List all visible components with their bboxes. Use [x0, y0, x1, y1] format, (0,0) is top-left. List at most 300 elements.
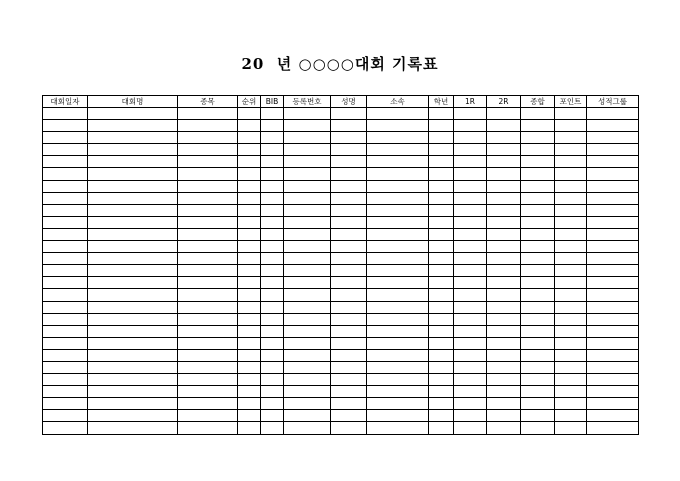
table-cell[interactable] [238, 289, 261, 301]
table-cell[interactable] [88, 374, 178, 386]
table-cell[interactable] [261, 120, 284, 132]
table-cell[interactable] [261, 386, 284, 398]
table-cell[interactable] [587, 168, 639, 180]
table-cell[interactable] [88, 398, 178, 410]
table-cell[interactable] [331, 168, 367, 180]
table-cell[interactable] [454, 289, 487, 301]
table-cell[interactable] [88, 192, 178, 204]
table-cell[interactable] [43, 361, 88, 373]
table-cell[interactable] [487, 156, 521, 168]
table-cell[interactable] [261, 132, 284, 144]
table-cell[interactable] [284, 168, 331, 180]
table-cell[interactable] [521, 422, 555, 434]
table-cell[interactable] [88, 301, 178, 313]
table-cell[interactable] [367, 422, 429, 434]
table-cell[interactable] [429, 374, 454, 386]
table-cell[interactable] [521, 253, 555, 265]
table-cell[interactable] [261, 422, 284, 434]
table-cell[interactable] [454, 313, 487, 325]
table-cell[interactable] [521, 120, 555, 132]
table-cell[interactable] [367, 325, 429, 337]
table-cell[interactable] [178, 337, 238, 349]
table-cell[interactable] [331, 132, 367, 144]
table-cell[interactable] [587, 349, 639, 361]
table-cell[interactable] [521, 374, 555, 386]
table-cell[interactable] [178, 132, 238, 144]
table-cell[interactable] [88, 204, 178, 216]
table-cell[interactable] [261, 374, 284, 386]
table-cell[interactable] [521, 108, 555, 120]
table-cell[interactable] [238, 410, 261, 422]
table-cell[interactable] [43, 374, 88, 386]
table-cell[interactable] [367, 253, 429, 265]
table-cell[interactable] [487, 398, 521, 410]
table-cell[interactable] [238, 168, 261, 180]
table-cell[interactable] [284, 386, 331, 398]
table-cell[interactable] [587, 422, 639, 434]
table-cell[interactable] [43, 144, 88, 156]
table-cell[interactable] [521, 277, 555, 289]
table-cell[interactable] [521, 301, 555, 313]
table-cell[interactable] [487, 289, 521, 301]
table-cell[interactable] [43, 301, 88, 313]
table-cell[interactable] [454, 325, 487, 337]
table-cell[interactable] [284, 337, 331, 349]
table-cell[interactable] [284, 289, 331, 301]
table-cell[interactable] [178, 265, 238, 277]
table-cell[interactable] [487, 228, 521, 240]
table-cell[interactable] [261, 241, 284, 253]
table-cell[interactable] [429, 241, 454, 253]
table-cell[interactable] [284, 398, 331, 410]
table-cell[interactable] [284, 265, 331, 277]
table-cell[interactable] [454, 120, 487, 132]
table-cell[interactable] [429, 313, 454, 325]
table-cell[interactable] [487, 216, 521, 228]
table-cell[interactable] [521, 228, 555, 240]
table-cell[interactable] [521, 132, 555, 144]
table-cell[interactable] [331, 192, 367, 204]
table-cell[interactable] [454, 374, 487, 386]
table-cell[interactable] [367, 132, 429, 144]
table-cell[interactable] [487, 180, 521, 192]
table-cell[interactable] [487, 265, 521, 277]
table-cell[interactable] [178, 144, 238, 156]
table-cell[interactable] [367, 168, 429, 180]
table-cell[interactable] [88, 168, 178, 180]
table-cell[interactable] [454, 361, 487, 373]
table-cell[interactable] [454, 253, 487, 265]
table-cell[interactable] [454, 144, 487, 156]
table-cell[interactable] [555, 289, 587, 301]
table-cell[interactable] [521, 337, 555, 349]
table-cell[interactable] [487, 386, 521, 398]
table-cell[interactable] [487, 361, 521, 373]
table-cell[interactable] [429, 156, 454, 168]
table-cell[interactable] [555, 120, 587, 132]
table-cell[interactable] [238, 349, 261, 361]
table-cell[interactable] [367, 361, 429, 373]
table-cell[interactable] [331, 374, 367, 386]
table-cell[interactable] [178, 386, 238, 398]
table-cell[interactable] [587, 361, 639, 373]
table-cell[interactable] [331, 398, 367, 410]
table-cell[interactable] [587, 144, 639, 156]
table-cell[interactable] [555, 204, 587, 216]
table-cell[interactable] [284, 180, 331, 192]
table-cell[interactable] [587, 120, 639, 132]
table-cell[interactable] [487, 374, 521, 386]
table-cell[interactable] [331, 180, 367, 192]
table-cell[interactable] [178, 422, 238, 434]
table-cell[interactable] [284, 144, 331, 156]
table-cell[interactable] [261, 398, 284, 410]
table-cell[interactable] [521, 289, 555, 301]
table-cell[interactable] [178, 325, 238, 337]
table-cell[interactable] [88, 313, 178, 325]
table-cell[interactable] [331, 265, 367, 277]
table-cell[interactable] [555, 132, 587, 144]
table-cell[interactable] [487, 301, 521, 313]
table-cell[interactable] [587, 313, 639, 325]
table-cell[interactable] [555, 180, 587, 192]
table-cell[interactable] [331, 144, 367, 156]
table-cell[interactable] [367, 144, 429, 156]
table-cell[interactable] [487, 337, 521, 349]
table-cell[interactable] [284, 156, 331, 168]
table-cell[interactable] [587, 386, 639, 398]
table-cell[interactable] [521, 325, 555, 337]
table-cell[interactable] [284, 422, 331, 434]
table-cell[interactable] [261, 277, 284, 289]
table-cell[interactable] [587, 156, 639, 168]
table-cell[interactable] [555, 144, 587, 156]
table-cell[interactable] [43, 132, 88, 144]
table-cell[interactable] [429, 204, 454, 216]
table-cell[interactable] [521, 156, 555, 168]
table-cell[interactable] [43, 422, 88, 434]
table-cell[interactable] [261, 192, 284, 204]
table-cell[interactable] [487, 325, 521, 337]
table-cell[interactable] [331, 386, 367, 398]
table-cell[interactable] [367, 180, 429, 192]
table-cell[interactable] [429, 180, 454, 192]
table-cell[interactable] [88, 361, 178, 373]
table-cell[interactable] [367, 241, 429, 253]
table-cell[interactable] [487, 313, 521, 325]
table-cell[interactable] [367, 228, 429, 240]
table-cell[interactable] [43, 120, 88, 132]
table-cell[interactable] [555, 313, 587, 325]
table-cell[interactable] [487, 204, 521, 216]
table-cell[interactable] [178, 120, 238, 132]
table-cell[interactable] [555, 398, 587, 410]
table-cell[interactable] [238, 422, 261, 434]
table-cell[interactable] [331, 156, 367, 168]
table-cell[interactable] [88, 156, 178, 168]
table-cell[interactable] [487, 132, 521, 144]
table-cell[interactable] [487, 253, 521, 265]
table-cell[interactable] [238, 325, 261, 337]
table-cell[interactable] [367, 108, 429, 120]
table-cell[interactable] [238, 132, 261, 144]
table-cell[interactable] [43, 204, 88, 216]
table-cell[interactable] [487, 241, 521, 253]
table-cell[interactable] [331, 313, 367, 325]
table-cell[interactable] [88, 228, 178, 240]
table-cell[interactable] [284, 228, 331, 240]
table-cell[interactable] [88, 265, 178, 277]
table-cell[interactable] [238, 144, 261, 156]
table-cell[interactable] [331, 349, 367, 361]
table-cell[interactable] [88, 108, 178, 120]
table-cell[interactable] [587, 398, 639, 410]
table-cell[interactable] [367, 289, 429, 301]
table-cell[interactable] [429, 132, 454, 144]
table-cell[interactable] [238, 228, 261, 240]
table-cell[interactable] [238, 241, 261, 253]
table-cell[interactable] [521, 361, 555, 373]
table-cell[interactable] [555, 361, 587, 373]
table-cell[interactable] [284, 277, 331, 289]
table-cell[interactable] [261, 410, 284, 422]
table-cell[interactable] [178, 253, 238, 265]
table-cell[interactable] [555, 156, 587, 168]
table-cell[interactable] [331, 301, 367, 313]
table-cell[interactable] [555, 241, 587, 253]
table-cell[interactable] [43, 277, 88, 289]
table-cell[interactable] [284, 349, 331, 361]
table-cell[interactable] [429, 144, 454, 156]
table-cell[interactable] [454, 265, 487, 277]
table-cell[interactable] [521, 410, 555, 422]
table-cell[interactable] [487, 422, 521, 434]
table-cell[interactable] [367, 410, 429, 422]
table-cell[interactable] [261, 144, 284, 156]
table-cell[interactable] [88, 386, 178, 398]
table-cell[interactable] [331, 216, 367, 228]
table-cell[interactable] [88, 422, 178, 434]
table-cell[interactable] [43, 265, 88, 277]
table-cell[interactable] [178, 180, 238, 192]
table-cell[interactable] [367, 374, 429, 386]
table-cell[interactable] [587, 337, 639, 349]
table-cell[interactable] [587, 289, 639, 301]
table-cell[interactable] [284, 204, 331, 216]
table-cell[interactable] [284, 192, 331, 204]
table-cell[interactable] [587, 228, 639, 240]
table-cell[interactable] [43, 180, 88, 192]
table-cell[interactable] [521, 180, 555, 192]
table-cell[interactable] [429, 349, 454, 361]
table-cell[interactable] [587, 180, 639, 192]
table-cell[interactable] [521, 216, 555, 228]
table-cell[interactable] [521, 398, 555, 410]
table-cell[interactable] [284, 216, 331, 228]
table-cell[interactable] [555, 277, 587, 289]
table-cell[interactable] [238, 204, 261, 216]
table-cell[interactable] [487, 349, 521, 361]
table-cell[interactable] [429, 277, 454, 289]
table-cell[interactable] [238, 192, 261, 204]
table-cell[interactable] [284, 325, 331, 337]
table-cell[interactable] [238, 301, 261, 313]
table-cell[interactable] [178, 313, 238, 325]
table-cell[interactable] [587, 216, 639, 228]
table-cell[interactable] [429, 410, 454, 422]
table-cell[interactable] [555, 108, 587, 120]
table-cell[interactable] [261, 216, 284, 228]
table-cell[interactable] [454, 204, 487, 216]
table-cell[interactable] [555, 192, 587, 204]
table-cell[interactable] [43, 410, 88, 422]
table-cell[interactable] [454, 349, 487, 361]
table-cell[interactable] [429, 337, 454, 349]
table-cell[interactable] [178, 410, 238, 422]
table-cell[interactable] [331, 361, 367, 373]
table-cell[interactable] [88, 144, 178, 156]
table-cell[interactable] [487, 120, 521, 132]
table-cell[interactable] [429, 265, 454, 277]
table-cell[interactable] [555, 228, 587, 240]
table-cell[interactable] [454, 108, 487, 120]
table-cell[interactable] [555, 301, 587, 313]
table-cell[interactable] [367, 349, 429, 361]
table-cell[interactable] [178, 156, 238, 168]
table-cell[interactable] [43, 386, 88, 398]
table-cell[interactable] [454, 180, 487, 192]
table-cell[interactable] [521, 204, 555, 216]
table-cell[interactable] [454, 398, 487, 410]
table-cell[interactable] [454, 132, 487, 144]
table-cell[interactable] [367, 337, 429, 349]
table-cell[interactable] [238, 277, 261, 289]
table-cell[interactable] [587, 265, 639, 277]
table-cell[interactable] [331, 204, 367, 216]
table-cell[interactable] [43, 349, 88, 361]
table-cell[interactable] [454, 241, 487, 253]
table-cell[interactable] [238, 398, 261, 410]
table-cell[interactable] [261, 349, 284, 361]
table-cell[interactable] [284, 374, 331, 386]
table-cell[interactable] [238, 265, 261, 277]
table-cell[interactable] [178, 301, 238, 313]
table-cell[interactable] [367, 398, 429, 410]
table-cell[interactable] [587, 108, 639, 120]
table-cell[interactable] [454, 277, 487, 289]
table-cell[interactable] [331, 410, 367, 422]
table-cell[interactable] [284, 108, 331, 120]
table-cell[interactable] [521, 313, 555, 325]
table-cell[interactable] [587, 204, 639, 216]
table-cell[interactable] [88, 253, 178, 265]
table-cell[interactable] [521, 349, 555, 361]
table-cell[interactable] [261, 313, 284, 325]
table-cell[interactable] [178, 398, 238, 410]
table-cell[interactable] [555, 422, 587, 434]
table-cell[interactable] [454, 386, 487, 398]
table-cell[interactable] [454, 156, 487, 168]
table-cell[interactable] [284, 241, 331, 253]
table-cell[interactable] [587, 132, 639, 144]
table-cell[interactable] [261, 337, 284, 349]
table-cell[interactable] [178, 228, 238, 240]
table-cell[interactable] [331, 277, 367, 289]
table-cell[interactable] [43, 289, 88, 301]
table-cell[interactable] [587, 325, 639, 337]
table-cell[interactable] [367, 386, 429, 398]
table-cell[interactable] [487, 108, 521, 120]
table-cell[interactable] [284, 132, 331, 144]
table-cell[interactable] [261, 168, 284, 180]
table-cell[interactable] [43, 228, 88, 240]
table-cell[interactable] [261, 156, 284, 168]
table-cell[interactable] [367, 192, 429, 204]
table-cell[interactable] [555, 168, 587, 180]
table-cell[interactable] [454, 216, 487, 228]
table-cell[interactable] [367, 313, 429, 325]
table-cell[interactable] [487, 410, 521, 422]
table-cell[interactable] [487, 277, 521, 289]
table-cell[interactable] [429, 228, 454, 240]
table-cell[interactable] [367, 120, 429, 132]
table-cell[interactable] [587, 241, 639, 253]
table-cell[interactable] [331, 289, 367, 301]
table-cell[interactable] [43, 168, 88, 180]
table-cell[interactable] [454, 422, 487, 434]
table-cell[interactable] [521, 168, 555, 180]
table-cell[interactable] [261, 361, 284, 373]
table-cell[interactable] [284, 410, 331, 422]
table-cell[interactable] [454, 301, 487, 313]
table-cell[interactable] [367, 277, 429, 289]
table-cell[interactable] [238, 337, 261, 349]
table-cell[interactable] [429, 386, 454, 398]
table-cell[interactable] [238, 216, 261, 228]
table-cell[interactable] [367, 204, 429, 216]
table-cell[interactable] [238, 386, 261, 398]
table-cell[interactable] [331, 120, 367, 132]
table-cell[interactable] [429, 216, 454, 228]
table-cell[interactable] [43, 337, 88, 349]
table-cell[interactable] [331, 422, 367, 434]
table-cell[interactable] [261, 204, 284, 216]
table-cell[interactable] [261, 180, 284, 192]
table-cell[interactable] [367, 216, 429, 228]
table-cell[interactable] [555, 410, 587, 422]
table-cell[interactable] [331, 253, 367, 265]
table-cell[interactable] [587, 374, 639, 386]
table-cell[interactable] [238, 108, 261, 120]
table-cell[interactable] [43, 192, 88, 204]
table-cell[interactable] [238, 253, 261, 265]
table-cell[interactable] [178, 241, 238, 253]
table-cell[interactable] [521, 144, 555, 156]
table-cell[interactable] [284, 361, 331, 373]
table-cell[interactable] [454, 168, 487, 180]
table-cell[interactable] [429, 253, 454, 265]
table-cell[interactable] [331, 325, 367, 337]
table-cell[interactable] [178, 216, 238, 228]
table-cell[interactable] [178, 349, 238, 361]
table-cell[interactable] [43, 325, 88, 337]
table-cell[interactable] [429, 398, 454, 410]
table-cell[interactable] [429, 289, 454, 301]
table-cell[interactable] [454, 410, 487, 422]
table-cell[interactable] [454, 228, 487, 240]
table-cell[interactable] [367, 265, 429, 277]
table-cell[interactable] [587, 410, 639, 422]
